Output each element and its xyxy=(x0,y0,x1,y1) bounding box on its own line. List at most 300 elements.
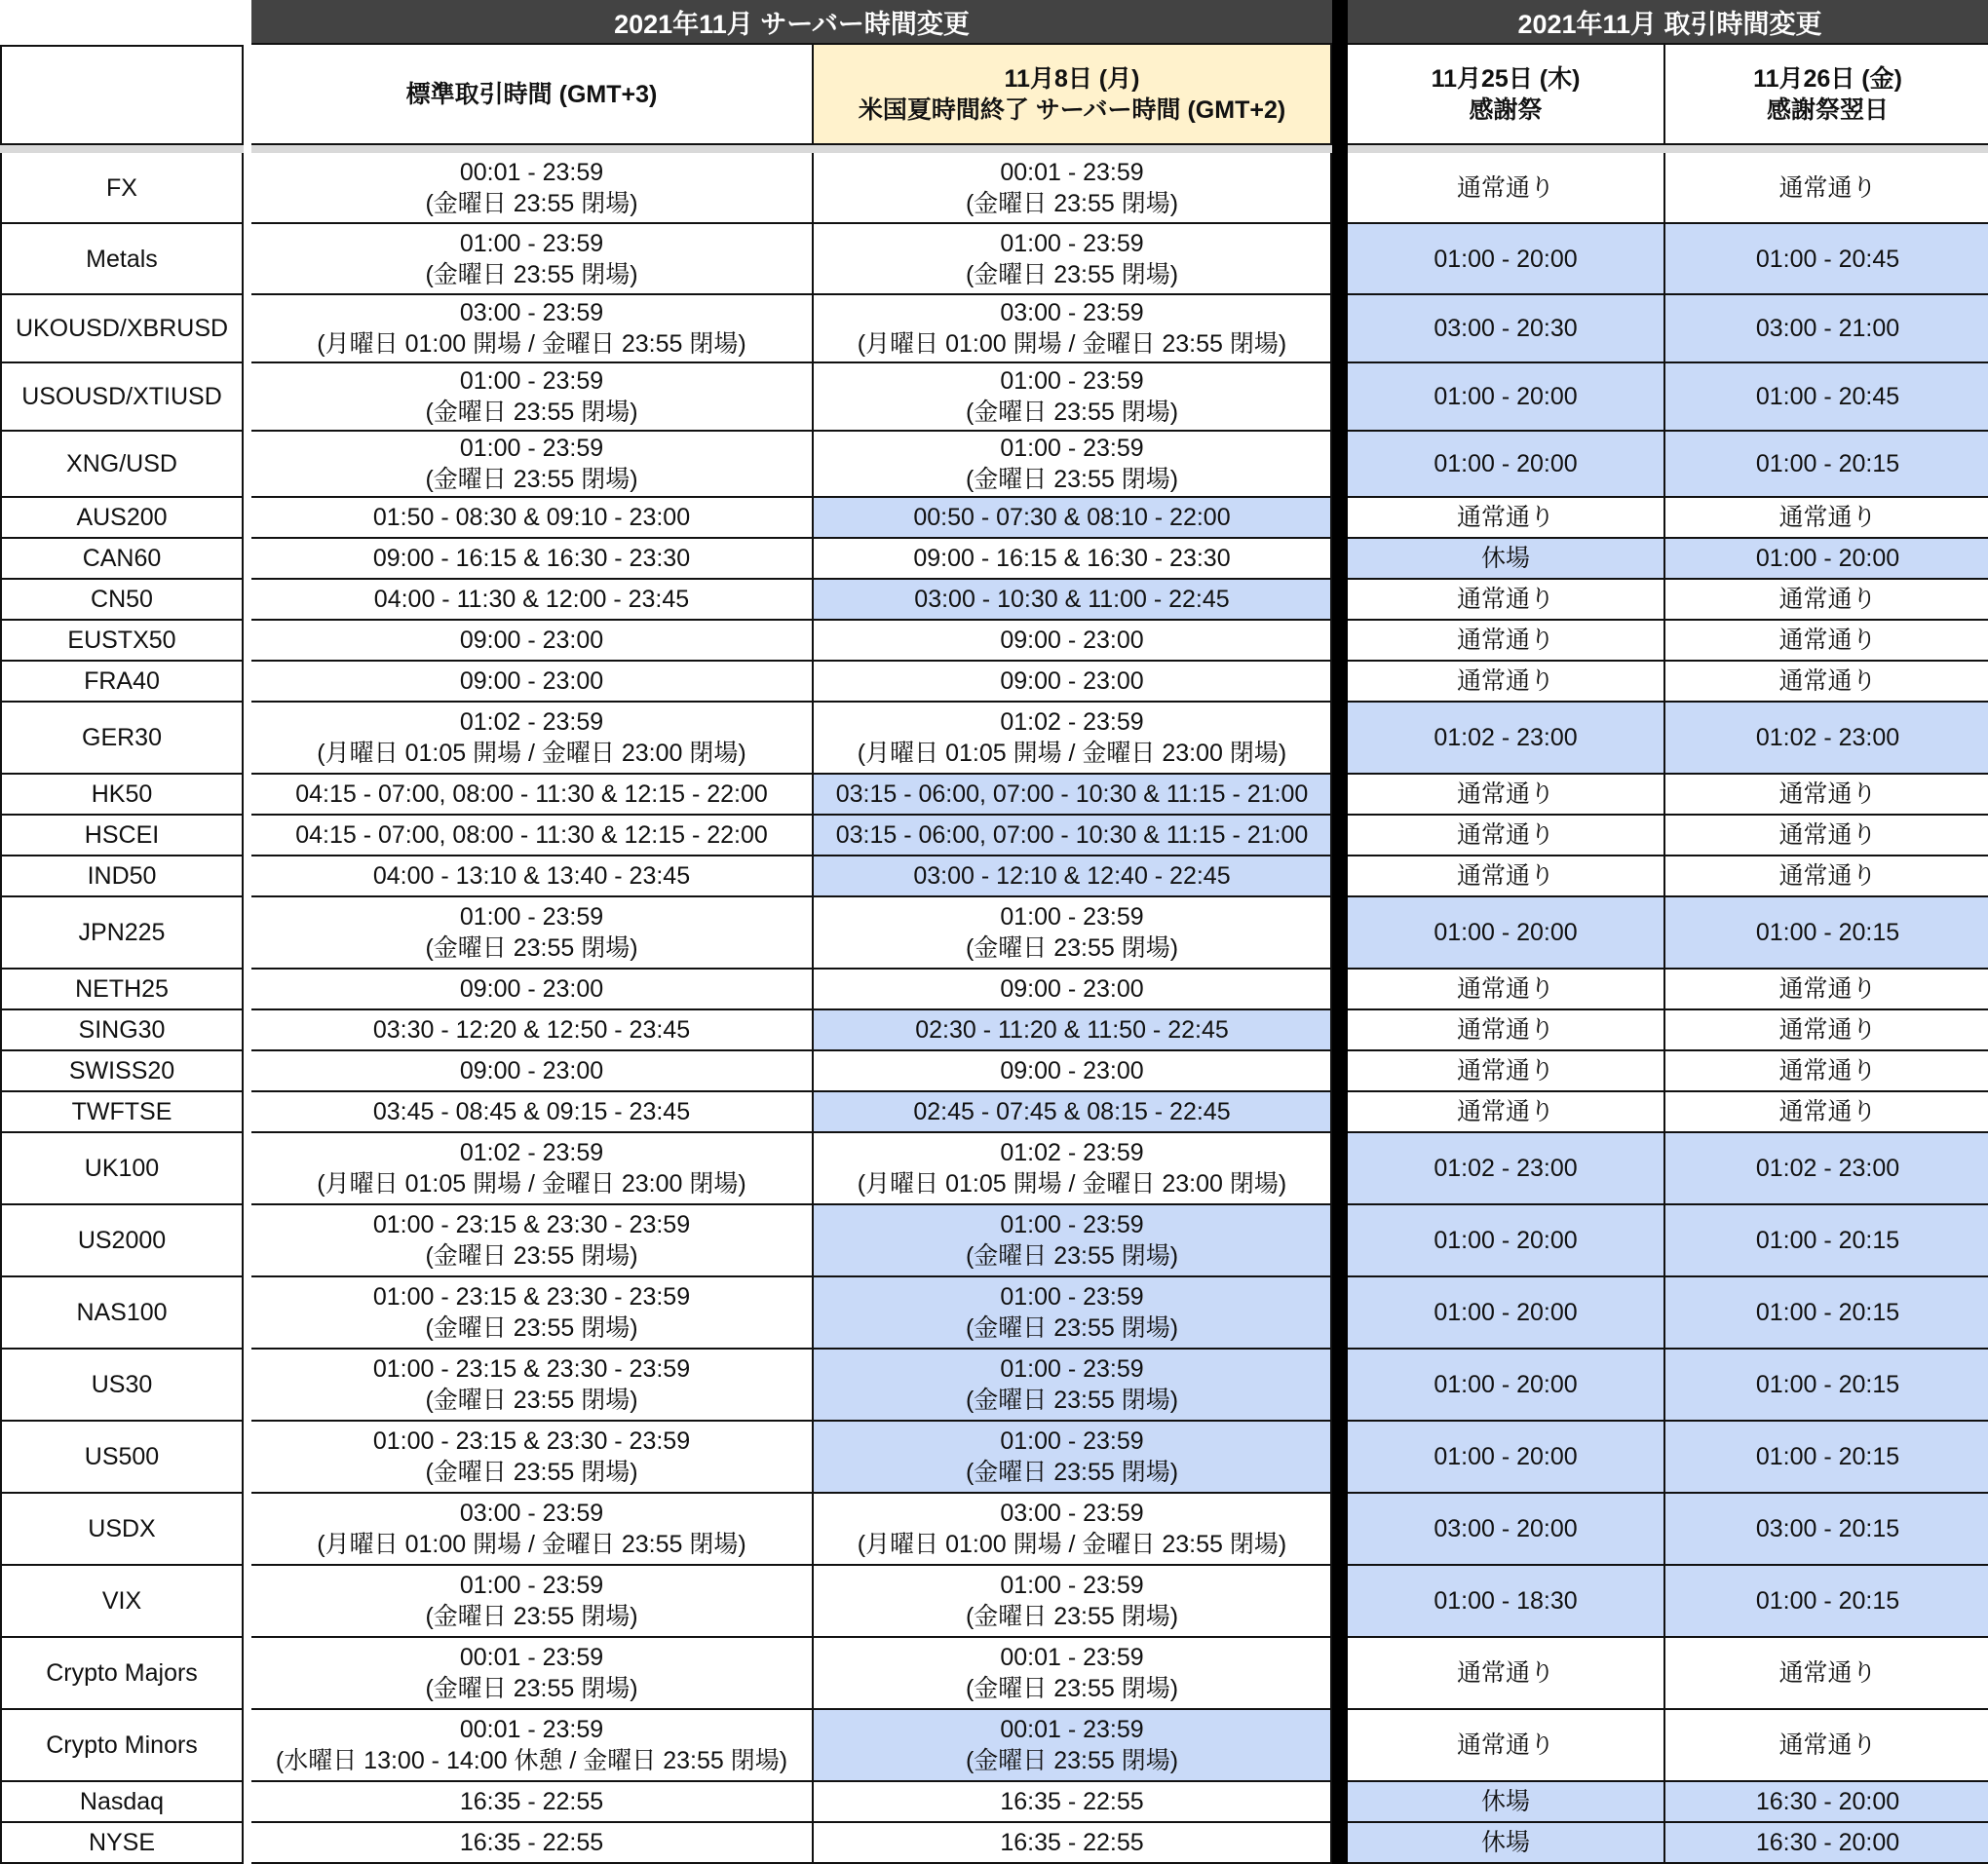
nov8-hours-cell-text: (金曜日 23:55 閉場) xyxy=(965,1242,1179,1270)
instrument-name-text: USDX xyxy=(88,1515,156,1542)
standard-hours-cell-text: 04:00 - 13:10 & 13:40 - 23:45 xyxy=(372,862,691,890)
nov8-hours-cell-text: 01:02 - 23:59 xyxy=(1000,708,1144,736)
nov8-hours-cell-text: 00:01 - 23:59 xyxy=(1000,158,1144,186)
nov8-hours-cell-text: (金曜日 23:55 閉場) xyxy=(965,1387,1179,1414)
standard-hours-cell xyxy=(251,816,814,856)
standard-hours-cell xyxy=(251,1051,814,1092)
standard-hours-cell xyxy=(251,1823,814,1864)
standard-hours-cell-text: 00:01 - 23:59 xyxy=(459,1716,604,1743)
instrument-name xyxy=(0,498,244,539)
nov25-hours-cell xyxy=(1348,1133,1665,1205)
standard-hours-cell-text: (月曜日 01:05 開場 / 金曜日 23:00 閉場) xyxy=(317,740,746,767)
nov8-hours-cell-text: 01:00 - 23:59 xyxy=(1000,229,1144,257)
nov25-hours-cell xyxy=(1348,1350,1665,1422)
spacer xyxy=(244,816,251,856)
nov26-hours-cell xyxy=(1665,1205,1988,1277)
nov8-hours-cell-text: (金曜日 23:55 閉場) xyxy=(965,399,1179,426)
standard-hours-cell xyxy=(251,1277,814,1350)
nov8-hours-cell xyxy=(814,1422,1332,1494)
nov25-hours-cell xyxy=(1348,662,1665,703)
nov26-hours-cell-text: 通常通り xyxy=(1778,1731,1877,1759)
spacer xyxy=(244,363,251,432)
instrument-name-text: NYSE xyxy=(88,1829,156,1856)
header-nov26 xyxy=(1665,45,1988,145)
nov25-hours-cell xyxy=(1348,1566,1665,1638)
nov26-hours-cell xyxy=(1665,1422,1988,1494)
standard-hours-cell-text: 00:01 - 23:59 xyxy=(459,158,604,186)
instrument-name xyxy=(0,775,244,816)
instrument-name xyxy=(0,1277,244,1350)
instrument-name xyxy=(0,662,244,703)
header-divider xyxy=(1348,145,1988,153)
nov8-hours-cell-text: 02:45 - 07:45 & 08:15 - 22:45 xyxy=(913,1098,1231,1125)
instrument-name-text: CN50 xyxy=(91,586,153,613)
standard-hours-cell-text: 00:01 - 23:59 xyxy=(459,1644,604,1671)
nov8-hours-cell xyxy=(814,1823,1332,1864)
header-nov8-date: 11月8日 (月) xyxy=(1004,64,1140,93)
spacer xyxy=(244,0,251,45)
standard-hours-cell-text: 09:00 - 23:00 xyxy=(459,975,604,1003)
spacer xyxy=(244,1350,251,1422)
nov26-hours-cell xyxy=(1665,621,1988,662)
nov26-hours-cell xyxy=(1665,1133,1988,1205)
spacer xyxy=(244,498,251,539)
nov25-hours-cell xyxy=(1348,224,1665,295)
nov25-hours-cell-text: 01:00 - 20:00 xyxy=(1434,1443,1578,1470)
instrument-name-text: UK100 xyxy=(84,1155,160,1182)
spacer xyxy=(244,539,251,580)
instrument-name-text: TWFTSE xyxy=(71,1098,172,1125)
nov8-hours-cell-text: (金曜日 23:55 閉場) xyxy=(965,934,1179,962)
nov25-hours-cell-text: 通常通り xyxy=(1456,1098,1554,1125)
nov26-hours-cell-text: 通常通り xyxy=(1778,862,1877,890)
nov26-hours-cell-text: 01:02 - 23:00 xyxy=(1755,1155,1900,1182)
spacer xyxy=(244,1823,251,1864)
standard-hours-cell xyxy=(251,897,814,970)
standard-hours-cell-text: 16:35 - 22:55 xyxy=(459,1829,604,1856)
corner-header xyxy=(0,45,244,145)
standard-hours-cell-text: 04:15 - 07:00, 08:00 - 11:30 & 12:15 - 22:00 xyxy=(295,780,768,808)
standard-hours-cell-text: 01:00 - 23:15 & 23:30 - 23:59 xyxy=(372,1427,691,1455)
instrument-name xyxy=(0,1710,244,1782)
nov25-hours-cell xyxy=(1348,775,1665,816)
instrument-name xyxy=(0,1205,244,1277)
nov26-hours-cell-text: 01:00 - 20:45 xyxy=(1755,383,1900,410)
nov25-hours-cell xyxy=(1348,703,1665,775)
nov25-hours-cell-text: 01:00 - 20:00 xyxy=(1434,245,1578,273)
nov8-hours-cell-text: 09:00 - 16:15 & 16:30 - 23:30 xyxy=(913,545,1231,572)
nov8-hours-cell xyxy=(814,1010,1332,1051)
nov25-hours-cell xyxy=(1348,897,1665,970)
standard-hours-cell-text: 01:00 - 23:59 xyxy=(459,903,604,931)
nov8-hours-cell-text: 01:02 - 23:59 xyxy=(1000,1139,1144,1166)
standard-hours-cell xyxy=(251,1710,814,1782)
nov26-hours-cell xyxy=(1665,1092,1988,1133)
standard-hours-cell xyxy=(251,1205,814,1277)
standard-hours-cell-text: (月曜日 01:00 開場 / 金曜日 23:55 閉場) xyxy=(317,1531,746,1558)
nov26-hours-cell xyxy=(1665,775,1988,816)
nov26-hours-cell-text: 通常通り xyxy=(1778,1016,1877,1044)
spacer xyxy=(244,153,251,224)
spacer xyxy=(244,1638,251,1710)
nov25-hours-cell-text: 01:00 - 20:00 xyxy=(1434,919,1578,946)
header-standard-hours xyxy=(251,45,814,145)
nov26-hours-cell-text: 通常通り xyxy=(1778,504,1877,531)
instrument-name-text: CAN60 xyxy=(82,545,162,572)
nov25-hours-cell xyxy=(1348,856,1665,897)
nov25-hours-cell xyxy=(1348,621,1665,662)
nov25-hours-cell-text: 通常通り xyxy=(1456,586,1554,613)
nov25-hours-cell-text: 休場 xyxy=(1480,1788,1530,1815)
standard-hours-cell-text: 01:02 - 23:59 xyxy=(459,1139,604,1166)
instrument-name-text: US500 xyxy=(84,1443,160,1470)
nov25-hours-cell xyxy=(1348,1205,1665,1277)
instrument-name xyxy=(0,153,244,224)
nov8-hours-cell xyxy=(814,856,1332,897)
instrument-name-text: EUSTX50 xyxy=(67,627,176,654)
standard-hours-cell-text: 01:00 - 23:59 xyxy=(459,435,604,462)
nov25-hours-cell-text: 通常通り xyxy=(1456,627,1554,654)
nov26-hours-cell xyxy=(1665,580,1988,621)
band-trading-hours-change: 2021年11月 取引時間変更 xyxy=(1348,0,1988,45)
instrument-name-text: NETH25 xyxy=(75,975,169,1003)
nov25-hours-cell-text: 01:00 - 20:00 xyxy=(1434,1227,1578,1254)
standard-hours-cell xyxy=(251,1422,814,1494)
nov8-hours-cell-text: 03:00 - 23:59 xyxy=(1000,299,1144,326)
nov26-hours-cell-text: 01:00 - 20:15 xyxy=(1755,450,1900,477)
standard-hours-cell xyxy=(251,580,814,621)
instrument-name-text: SING30 xyxy=(78,1016,166,1044)
nov25-hours-cell-text: 通常通り xyxy=(1456,821,1554,849)
standard-hours-cell xyxy=(251,295,814,363)
nov8-hours-cell-text: 16:35 - 22:55 xyxy=(1000,1788,1144,1815)
instrument-name xyxy=(0,1092,244,1133)
spacer xyxy=(244,662,251,703)
instrument-name xyxy=(0,1051,244,1092)
standard-hours-cell xyxy=(251,539,814,580)
nov26-hours-cell xyxy=(1665,363,1988,432)
header-divider xyxy=(251,145,1332,153)
spacer xyxy=(244,1133,251,1205)
header-nov25 xyxy=(1348,45,1665,145)
nov26-hours-cell xyxy=(1665,1823,1988,1864)
standard-hours-cell-text: (金曜日 23:55 閉場) xyxy=(425,399,638,426)
standard-hours-cell xyxy=(251,1494,814,1566)
nov25-hours-cell xyxy=(1348,498,1665,539)
nov25-hours-cell-text: 01:00 - 20:00 xyxy=(1434,450,1578,477)
nov26-hours-cell-text: 01:00 - 20:15 xyxy=(1755,1299,1900,1326)
nov25-hours-cell-text: 03:00 - 20:00 xyxy=(1434,1515,1578,1542)
nov26-hours-cell xyxy=(1665,816,1988,856)
standard-hours-cell-text: 09:00 - 23:00 xyxy=(459,667,604,695)
nov8-hours-cell xyxy=(814,498,1332,539)
instrument-name-text: GER30 xyxy=(82,724,162,751)
nov26-hours-cell xyxy=(1665,1051,1988,1092)
nov25-hours-cell-text: 通常通り xyxy=(1456,1057,1554,1084)
nov8-hours-cell-text: 01:00 - 23:59 xyxy=(1000,1211,1144,1238)
nov25-hours-cell-text: 通常通り xyxy=(1456,1016,1554,1044)
nov25-hours-cell xyxy=(1348,580,1665,621)
nov25-hours-cell xyxy=(1348,1092,1665,1133)
standard-hours-cell-text: 03:45 - 08:45 & 09:15 - 23:45 xyxy=(372,1098,691,1125)
standard-hours-cell-text: (月曜日 01:05 開場 / 金曜日 23:00 閉場) xyxy=(317,1170,746,1198)
nov8-hours-cell-text: (月曜日 01:05 開場 / 金曜日 23:00 閉場) xyxy=(857,1170,1287,1198)
nov26-hours-cell xyxy=(1665,1782,1988,1823)
nov8-hours-cell xyxy=(814,1350,1332,1422)
instrument-name xyxy=(0,897,244,970)
instrument-name-text: UKOUSD/XBRUSD xyxy=(15,315,229,342)
standard-hours-cell-text: 01:00 - 23:59 xyxy=(459,1572,604,1599)
nov25-hours-cell-text: 通常通り xyxy=(1456,780,1554,808)
nov26-hours-cell-text: 01:00 - 20:15 xyxy=(1755,1443,1900,1470)
nov26-hours-cell-text: 01:00 - 20:45 xyxy=(1755,245,1900,273)
nov26-hours-cell-text: 03:00 - 20:15 xyxy=(1755,1515,1900,1542)
nov26-hours-cell xyxy=(1665,539,1988,580)
instrument-name xyxy=(0,363,244,432)
header-nov25-desc: 感謝祭 xyxy=(1469,95,1543,124)
instrument-name xyxy=(0,1823,244,1864)
nov26-hours-cell xyxy=(1665,703,1988,775)
nov26-hours-cell-text: 通常通り xyxy=(1778,975,1877,1003)
nov26-hours-cell xyxy=(1665,897,1988,970)
nov25-hours-cell xyxy=(1348,153,1665,224)
instrument-name-text: XNG/USD xyxy=(66,450,177,477)
standard-hours-cell-text: (金曜日 23:55 閉場) xyxy=(425,189,638,217)
nov8-hours-cell xyxy=(814,224,1332,295)
spacer xyxy=(244,1277,251,1350)
standard-hours-cell xyxy=(251,856,814,897)
standard-hours-cell-text: 01:00 - 23:59 xyxy=(459,367,604,395)
instrument-name-text: JPN225 xyxy=(78,919,166,946)
spacer xyxy=(244,1782,251,1823)
nov26-hours-cell xyxy=(1665,224,1988,295)
instrument-name-text: AUS200 xyxy=(76,504,168,531)
spacer xyxy=(244,1566,251,1638)
instrument-name-text: IND50 xyxy=(87,862,157,890)
instrument-name xyxy=(0,1566,244,1638)
standard-hours-cell-text: (金曜日 23:55 閉場) xyxy=(425,934,638,962)
nov8-hours-cell-text: 01:00 - 23:59 xyxy=(1000,1572,1144,1599)
standard-hours-cell xyxy=(251,224,814,295)
nov8-hours-cell-text: (金曜日 23:55 閉場) xyxy=(965,189,1179,217)
nov25-hours-cell xyxy=(1348,1782,1665,1823)
nov25-hours-cell-text: 休場 xyxy=(1480,1829,1530,1856)
nov8-hours-cell-text: 00:01 - 23:59 xyxy=(1000,1716,1144,1743)
instrument-name-text: Crypto Majors xyxy=(46,1659,198,1687)
nov8-hours-cell xyxy=(814,970,1332,1010)
nov8-hours-cell xyxy=(814,897,1332,970)
nov26-hours-cell xyxy=(1665,432,1988,498)
nov25-hours-cell xyxy=(1348,363,1665,432)
header-nov26-date: 11月26日 (金) xyxy=(1753,64,1902,93)
header-divider xyxy=(0,145,244,153)
instrument-name-text: FRA40 xyxy=(84,667,160,695)
standard-hours-cell xyxy=(251,1638,814,1710)
instrument-name-text: Crypto Minors xyxy=(46,1731,198,1759)
nov8-hours-cell-text: 01:00 - 23:59 xyxy=(1000,903,1144,931)
nov26-hours-cell-text: 通常通り xyxy=(1778,1659,1877,1687)
standard-hours-cell-text: 16:35 - 22:55 xyxy=(459,1788,604,1815)
instrument-name xyxy=(0,1638,244,1710)
nov8-hours-cell-text: (金曜日 23:55 閉場) xyxy=(965,466,1179,493)
nov8-hours-cell xyxy=(814,816,1332,856)
instrument-name xyxy=(0,1350,244,1422)
nov25-hours-cell xyxy=(1348,1638,1665,1710)
instrument-name xyxy=(0,816,244,856)
nov25-hours-cell xyxy=(1348,1494,1665,1566)
nov26-hours-cell xyxy=(1665,856,1988,897)
instrument-name xyxy=(0,1422,244,1494)
standard-hours-cell-text: 03:00 - 23:59 xyxy=(459,299,604,326)
standard-hours-cell-text: (金曜日 23:55 閉場) xyxy=(425,1603,638,1630)
nov25-hours-cell xyxy=(1348,1010,1665,1051)
nov8-hours-cell xyxy=(814,295,1332,363)
nov25-hours-cell-text: 休場 xyxy=(1480,545,1530,572)
standard-hours-cell-text: 09:00 - 16:15 & 16:30 - 23:30 xyxy=(372,545,691,572)
nov26-hours-cell xyxy=(1665,1566,1988,1638)
standard-hours-cell xyxy=(251,498,814,539)
header-standard-label: 標準取引時間 (GMT+3) xyxy=(405,80,658,108)
nov8-hours-cell-text: 01:00 - 23:59 xyxy=(1000,1283,1144,1311)
instrument-name xyxy=(0,621,244,662)
nov8-hours-cell xyxy=(814,580,1332,621)
nov8-hours-cell xyxy=(814,621,1332,662)
instrument-name-text: VIX xyxy=(101,1587,142,1615)
nov26-hours-cell-text: 16:30 - 20:00 xyxy=(1755,1788,1900,1815)
nov26-hours-cell xyxy=(1665,970,1988,1010)
standard-hours-cell-text: 09:00 - 23:00 xyxy=(459,1057,604,1084)
nov26-hours-cell-text: 16:30 - 20:00 xyxy=(1755,1829,1900,1856)
nov25-hours-cell-text: 通常通り xyxy=(1456,862,1554,890)
nov8-hours-cell-text: (月曜日 01:05 開場 / 金曜日 23:00 閉場) xyxy=(857,740,1287,767)
standard-hours-cell-text: 01:02 - 23:59 xyxy=(459,708,604,736)
nov25-hours-cell xyxy=(1348,1710,1665,1782)
nov8-hours-cell-text: 16:35 - 22:55 xyxy=(1000,1829,1144,1856)
standard-hours-cell xyxy=(251,703,814,775)
nov25-hours-cell-text: 01:00 - 20:00 xyxy=(1434,1371,1578,1398)
nov25-hours-cell-text: 01:00 - 18:30 xyxy=(1434,1587,1578,1615)
nov8-hours-cell-text: 09:00 - 23:00 xyxy=(1000,975,1144,1003)
spacer xyxy=(244,775,251,816)
nov26-hours-cell-text: 01:00 - 20:15 xyxy=(1755,919,1900,946)
nov8-hours-cell-text: 01:00 - 23:59 xyxy=(1000,1355,1144,1383)
nov26-hours-cell-text: 01:00 - 20:15 xyxy=(1755,1227,1900,1254)
nov8-hours-cell-text: (月曜日 01:00 開場 / 金曜日 23:55 閉場) xyxy=(857,1531,1287,1558)
spacer xyxy=(244,621,251,662)
nov8-hours-cell-text: (金曜日 23:55 閉場) xyxy=(965,1459,1179,1486)
nov8-hours-cell xyxy=(814,1494,1332,1566)
nov26-hours-cell-text: 通常通り xyxy=(1778,586,1877,613)
spacer xyxy=(244,1205,251,1277)
nov26-hours-cell-text: 通常通り xyxy=(1778,667,1877,695)
nov26-hours-cell xyxy=(1665,1277,1988,1350)
nov8-hours-cell-text: (金曜日 23:55 閉場) xyxy=(965,1747,1179,1774)
instrument-name xyxy=(0,295,244,363)
instrument-name xyxy=(0,1133,244,1205)
nov26-hours-cell-text: 03:00 - 21:00 xyxy=(1755,315,1900,342)
standard-hours-cell xyxy=(251,363,814,432)
standard-hours-cell-text: 01:00 - 23:59 xyxy=(459,229,604,257)
standard-hours-cell xyxy=(251,970,814,1010)
standard-hours-cell-text: (金曜日 23:55 閉場) xyxy=(425,260,638,288)
header-nov25-date: 11月25日 (木) xyxy=(1431,64,1581,93)
nov25-hours-cell-text: 01:00 - 20:00 xyxy=(1434,383,1578,410)
nov25-hours-cell-text: 01:02 - 23:00 xyxy=(1434,724,1578,751)
nov8-hours-cell xyxy=(814,1566,1332,1638)
nov8-hours-cell-text: 09:00 - 23:00 xyxy=(1000,667,1144,695)
instrument-name-text: HK50 xyxy=(91,780,153,808)
nov8-hours-cell-text: 03:00 - 10:30 & 11:00 - 22:45 xyxy=(914,586,1230,613)
standard-hours-cell xyxy=(251,1133,814,1205)
nov8-hours-cell-text: 01:00 - 23:59 xyxy=(1000,1427,1144,1455)
standard-hours-cell-text: (金曜日 23:55 閉場) xyxy=(425,466,638,493)
instrument-name xyxy=(0,224,244,295)
nov26-hours-cell-text: 通常通り xyxy=(1778,1098,1877,1125)
nov26-hours-cell-text: 01:00 - 20:15 xyxy=(1755,1587,1900,1615)
standard-hours-cell-text: (水曜日 13:00 - 14:00 休憩 / 金曜日 23:55 閉場) xyxy=(275,1747,788,1774)
nov8-hours-cell-text: 09:00 - 23:00 xyxy=(1000,1057,1144,1084)
instrument-name xyxy=(0,970,244,1010)
standard-hours-cell xyxy=(251,621,814,662)
standard-hours-cell-text: (金曜日 23:55 閉場) xyxy=(425,1242,638,1270)
instrument-name-text: Nasdaq xyxy=(79,1788,165,1815)
nov26-hours-cell xyxy=(1665,498,1988,539)
standard-hours-cell-text: 01:50 - 08:30 & 09:10 - 23:00 xyxy=(372,504,691,531)
nov25-hours-cell-text: 通常通り xyxy=(1456,1659,1554,1687)
nov25-hours-cell-text: 通常通り xyxy=(1456,504,1554,531)
nov25-hours-cell-text: 01:02 - 23:00 xyxy=(1434,1155,1578,1182)
nov25-hours-cell xyxy=(1348,295,1665,363)
nov26-hours-cell-text: 通常通り xyxy=(1778,627,1877,654)
spacer xyxy=(244,897,251,970)
instrument-name-text: US2000 xyxy=(77,1227,167,1254)
nov8-hours-cell xyxy=(814,153,1332,224)
nov8-hours-cell-text: 03:00 - 23:59 xyxy=(1000,1500,1144,1527)
spacer xyxy=(244,295,251,363)
spacer xyxy=(244,1494,251,1566)
nov26-hours-cell-text: 通常通り xyxy=(1778,1057,1877,1084)
band-server-time-change: 2021年11月 サーバー時間変更 xyxy=(251,0,1332,45)
column-separator xyxy=(1332,0,1348,1864)
nov25-hours-cell-text: 通常通り xyxy=(1456,667,1554,695)
nov8-hours-cell-text: 00:01 - 23:59 xyxy=(1000,1644,1144,1671)
spacer xyxy=(244,224,251,295)
standard-hours-cell-text: 03:00 - 23:59 xyxy=(459,1500,604,1527)
nov8-hours-cell-text: (金曜日 23:55 閉場) xyxy=(965,260,1179,288)
nov8-hours-cell-text: (金曜日 23:55 閉場) xyxy=(965,1314,1179,1342)
nov26-hours-cell xyxy=(1665,1494,1988,1566)
standard-hours-cell xyxy=(251,1566,814,1638)
nov26-hours-cell-text: 通常通り xyxy=(1778,173,1877,202)
nov26-hours-cell xyxy=(1665,662,1988,703)
nov8-hours-cell-text: 03:00 - 12:10 & 12:40 - 22:45 xyxy=(913,862,1231,890)
nov26-hours-cell xyxy=(1665,1350,1988,1422)
spacer xyxy=(244,856,251,897)
standard-hours-cell-text: 04:00 - 11:30 & 12:00 - 23:45 xyxy=(373,586,690,613)
spacer xyxy=(244,1051,251,1092)
nov8-hours-cell xyxy=(814,1051,1332,1092)
nov26-hours-cell xyxy=(1665,1010,1988,1051)
nov8-hours-cell-text: 02:30 - 11:20 & 11:50 - 22:45 xyxy=(915,1016,1229,1044)
nov25-hours-cell-text: 01:00 - 20:00 xyxy=(1434,1299,1578,1326)
standard-hours-cell-text: (金曜日 23:55 閉場) xyxy=(425,1387,638,1414)
instrument-name xyxy=(0,856,244,897)
nov8-hours-cell-text: 03:15 - 06:00, 07:00 - 10:30 & 11:15 - 21:00 xyxy=(835,821,1309,849)
nov26-hours-cell xyxy=(1665,1638,1988,1710)
instrument-name xyxy=(0,432,244,498)
standard-hours-cell-text: (月曜日 01:00 開場 / 金曜日 23:55 閉場) xyxy=(317,330,746,358)
nov8-hours-cell-text: 01:00 - 23:59 xyxy=(1000,435,1144,462)
